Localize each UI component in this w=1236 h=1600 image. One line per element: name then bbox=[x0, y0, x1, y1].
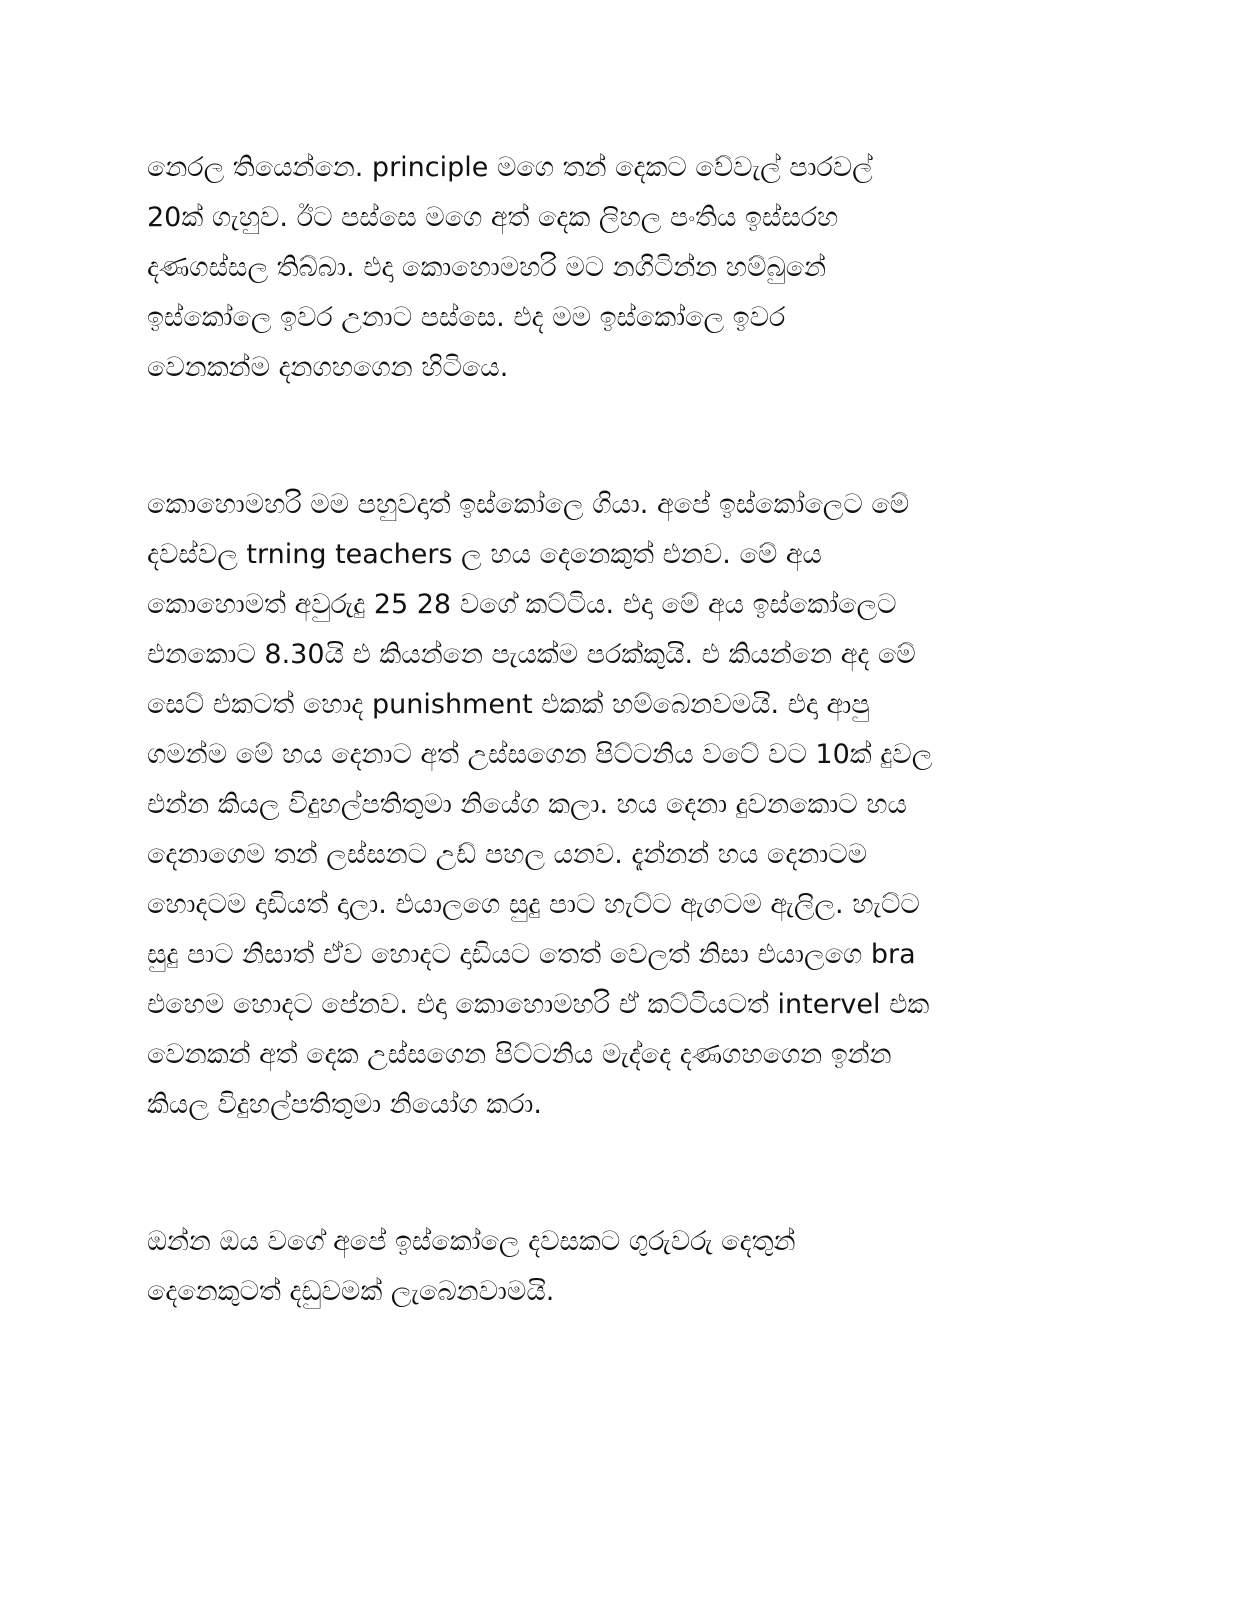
text-line: ගමන්ම මේ හය දෙනාට අත් උස්සගෙන පිට්ටනිය වටේ වට 10ක් දුවල bbox=[147, 739, 933, 770]
text-line: නෙරල තියෙන්නෙ. principle මගෙ තන් දෙකට වේවැල් පාරවල් bbox=[147, 152, 873, 183]
text-line: සුදු පාට නිසාත් ඒව හොදට දාඩියට තෙත් වෙලත් නිසා එයාලගෙ bra bbox=[147, 939, 916, 970]
text-line: එහෙම හොදට පේනව. එදා කොහොමහරි ඒ කට්ටියටත් intervel එක bbox=[147, 989, 930, 1020]
text-line: දෙනාගෙම තන් ලස්සනට උඩ් පහල යනව. දැන්නන් හය දෙනාටම bbox=[147, 839, 868, 870]
text-line: වෙනකන් අත් දෙක උස්සගෙන පිට්ටනිය මැද්දෙ දණගහගෙන ඉන්න bbox=[147, 1039, 892, 1070]
text-line: හොදටම දාඩියත් දාලා. එයාලගෙ සුදු පාට හැට්ට ඇගටම ඇලිල. හැට්ට bbox=[147, 889, 920, 920]
text-line: 20ක් ගැහුව. ඊට පස්සෙ මගෙ අත් දෙක ලිහල පංතිය ඉස්සරහ bbox=[147, 202, 839, 233]
text-line: ඉස්කෝලෙ ඉවර උනාට පස්සෙ. එද මම ඉස්කෝලෙ ඉවර bbox=[147, 302, 786, 333]
text-line: දෙනෙකුටත් දඩුවමක් ලැබෙනවාමයි. bbox=[147, 1276, 555, 1307]
paragraph bbox=[147, 1217, 1077, 1317]
text-line: කොහොමහරි මම පහුවදාත් ඉස්කෝලෙ ගියා. අපේ ඉස්කෝලෙට මේ bbox=[147, 489, 910, 520]
text-line: කොහොමත් අවුරුදු 25 28 වගේ කට්ටිය. එදා මේ අය ඉස්කෝලෙට bbox=[147, 589, 897, 620]
text-line: දවස්වල trning teachers ල හය දෙනෙකුත් එනව. මේ අය bbox=[147, 539, 822, 570]
text-line: එනකොට 8.30යි එ කියන්නෙ පැයක්ම පරක්කුයි. එ කියන්නෙ අද මේ bbox=[147, 639, 916, 670]
text-line: දණගස්සල තිබ්බා. එදා කොහොමහරි මට නගිටින්න හම්බුනේ bbox=[147, 252, 827, 283]
text-line: කියල විදුහල්පතිතුමා නියෝග කරා. bbox=[147, 1089, 542, 1120]
text-line: එන්න කියල විදුහල්පතිතුමා නියේග කලා. හය දෙනා දුවනකොට හය bbox=[147, 789, 907, 820]
text-line: වෙනකන්ම දනගහගෙන හිටියෙ. bbox=[147, 352, 509, 383]
text-line: ඔන්න ඔය වගේ අපේ ඉස්කෝලෙ දවසකට ගුරුවරු දෙතුන් bbox=[147, 1226, 796, 1257]
paragraph bbox=[147, 480, 1077, 1130]
text-line: සෙට් එකටත් හොද punishment එකක් හම්බෙනවමයි. එදා ආපු bbox=[147, 689, 870, 720]
paragraph bbox=[147, 143, 1077, 393]
